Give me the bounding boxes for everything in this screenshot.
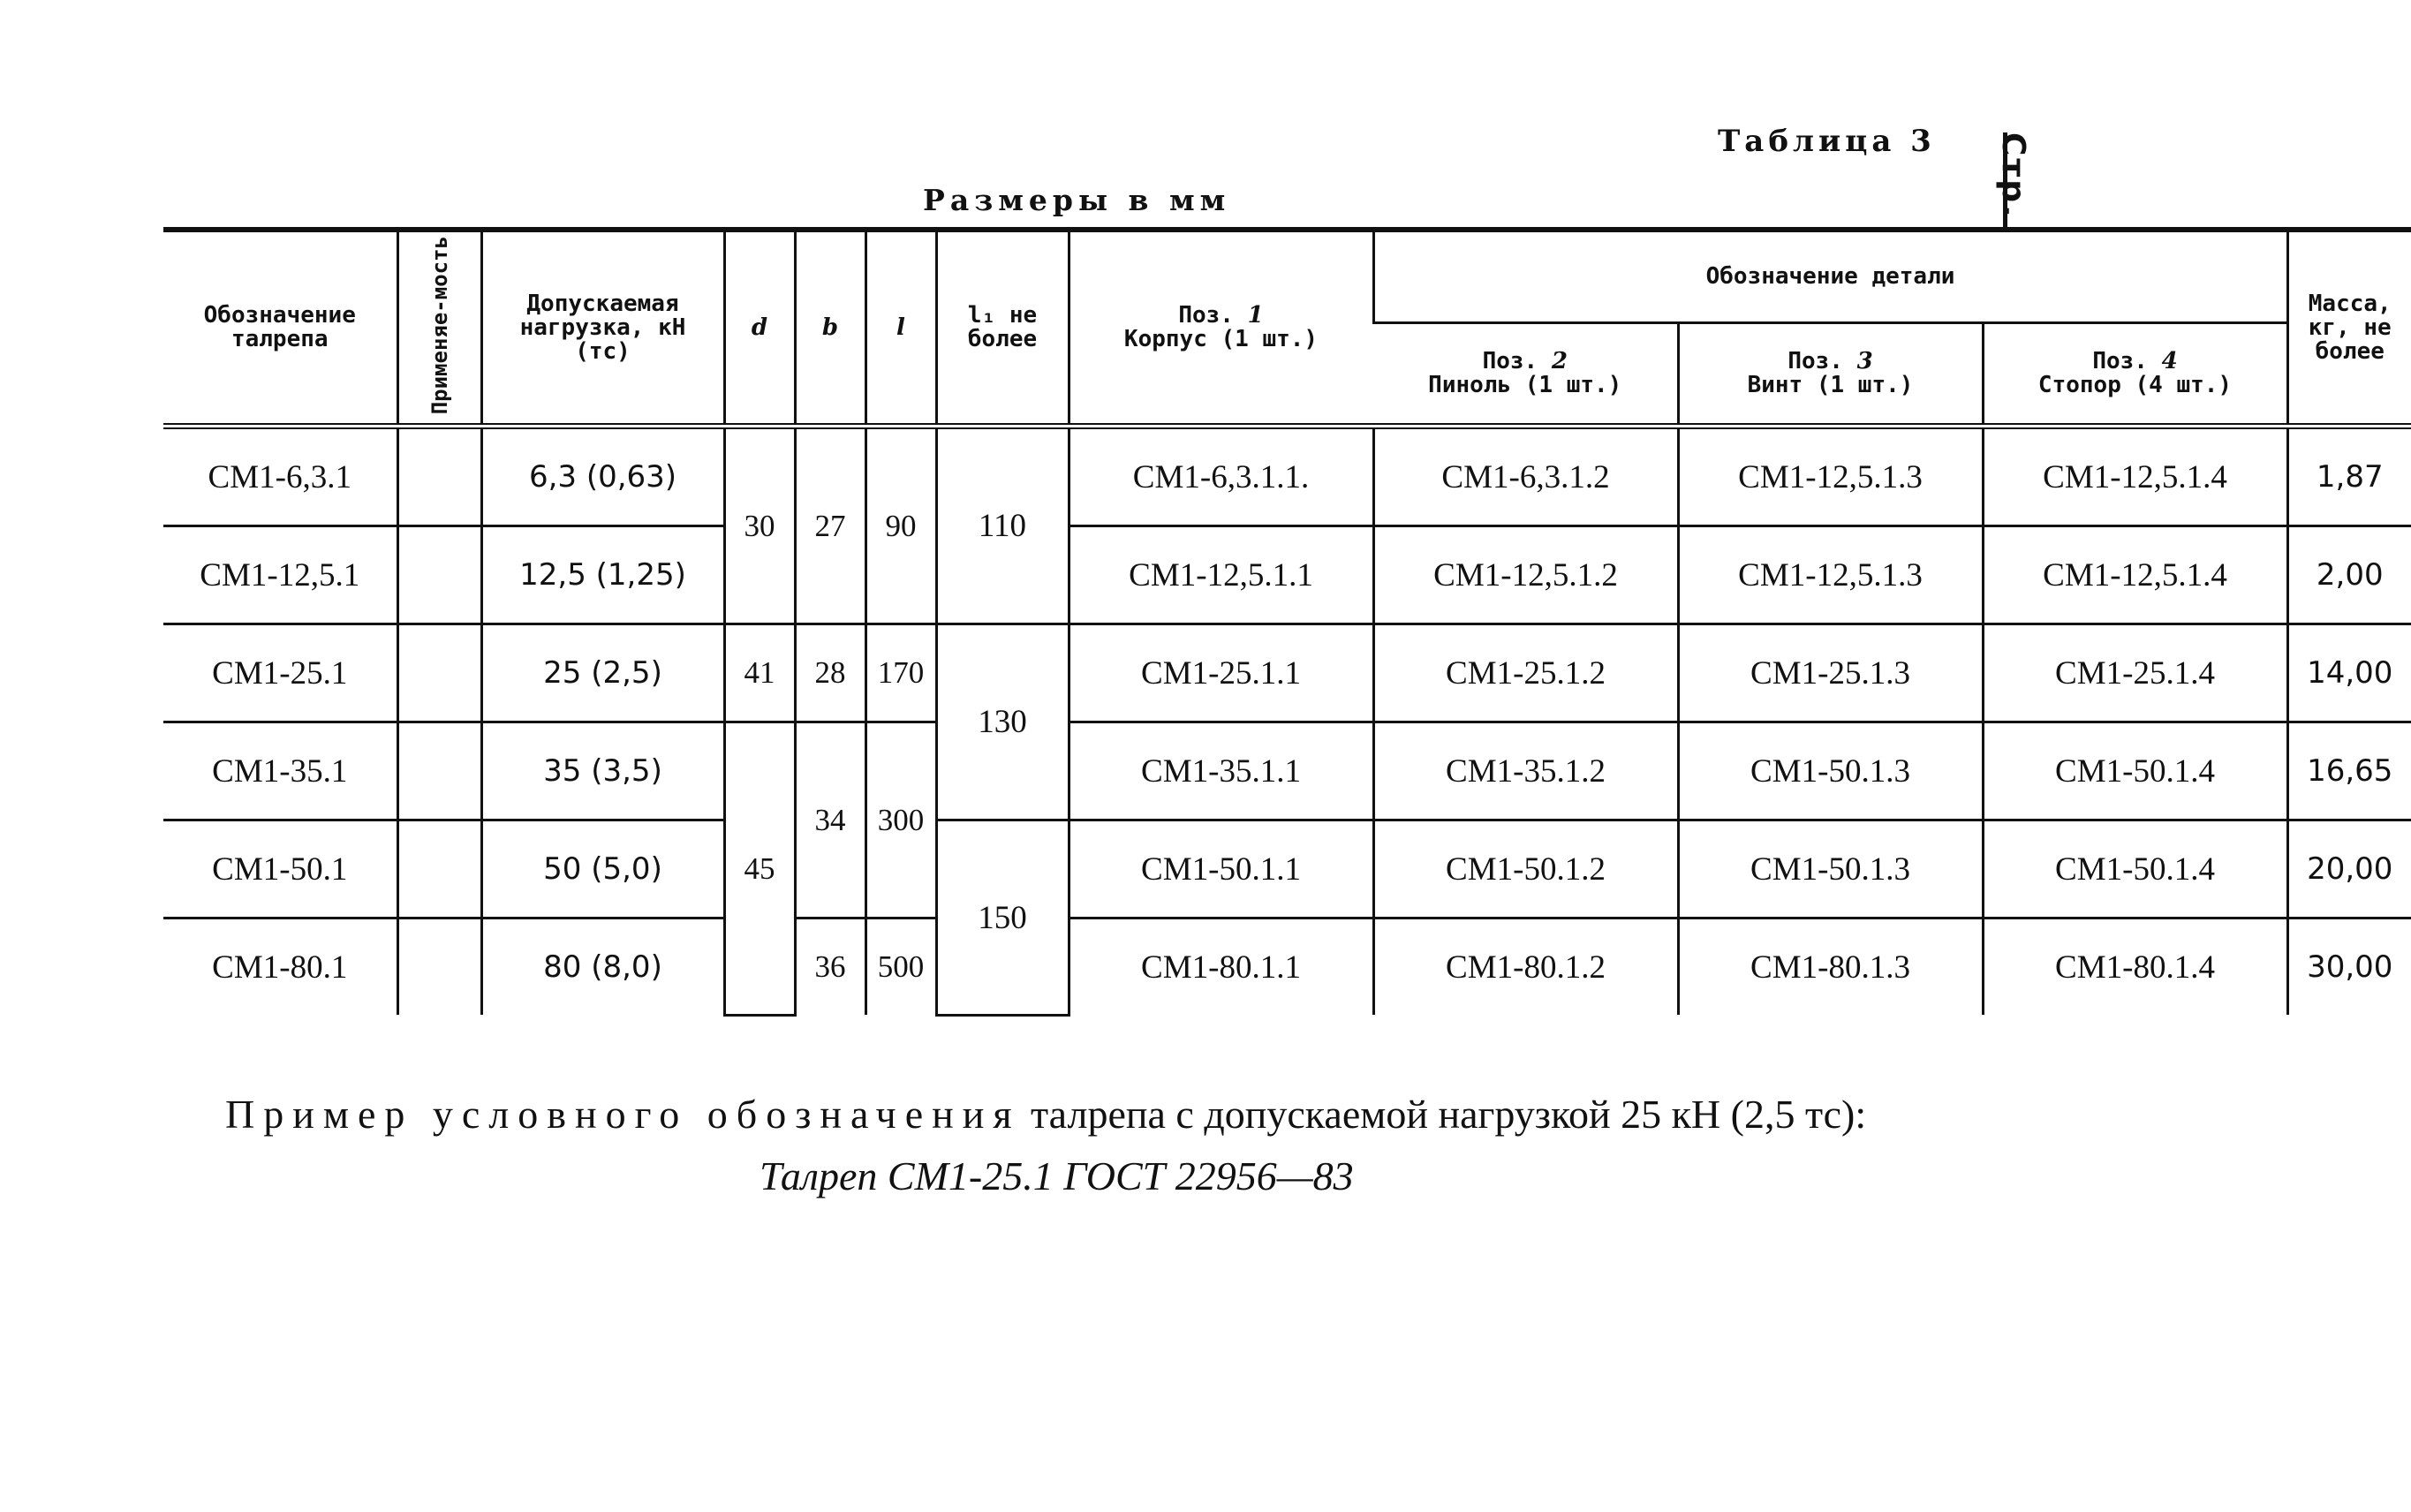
example-lead: Пример условного обозначения	[225, 1092, 1021, 1137]
header-pos3-num: 3	[1856, 348, 1873, 375]
cell-applicability	[397, 919, 481, 1016]
cell-l: 500	[865, 919, 936, 1016]
header-pos3-prefix: Поз.	[1787, 348, 1843, 375]
table-row	[163, 919, 2411, 1016]
header-pos2-name: Пиноль (1 шт.)	[1428, 372, 1622, 399]
cell-pos1: СМ1-50.1.1	[1069, 820, 1373, 919]
cell-applicability	[397, 722, 481, 820]
header-d	[724, 230, 795, 427]
cell-designation: СМ1-25.1	[163, 624, 397, 722]
header-pos2	[1373, 323, 1678, 427]
cell-b: 28	[795, 624, 865, 722]
header-b	[795, 230, 865, 427]
cell-l: 90	[865, 427, 936, 624]
cell-mass: 2,00	[2287, 526, 2411, 624]
header-pos1-prefix: Поз.	[1178, 302, 1234, 329]
cell-load: 6,3 (0,63)	[481, 427, 724, 526]
table-body	[163, 427, 2411, 1016]
cell-applicability	[397, 526, 481, 624]
cell-pos3: СМ1-25.1.3	[1678, 624, 1983, 722]
cell-mass: 30,00	[2287, 919, 2411, 1016]
cell-l: 170	[865, 624, 936, 722]
cell-l1: 130	[936, 624, 1069, 820]
cell-mass: 20,00	[2287, 820, 2411, 919]
header-pos1-num: 1	[1247, 302, 1264, 329]
cell-d: 30	[724, 427, 795, 624]
cell-pos2: СМ1-12,5.1.2	[1373, 526, 1678, 624]
header-applicability-text: Применяе-мость	[427, 236, 452, 415]
cell-pos2: СМ1-25.1.2	[1373, 624, 1678, 722]
dimensions-table-wrapper	[163, 227, 2393, 1017]
header-l-text: l	[896, 314, 905, 341]
cell-pos1: СМ1-12,5.1.1	[1069, 526, 1373, 624]
cell-applicability	[397, 427, 481, 526]
cell-applicability	[397, 820, 481, 919]
header-pos4	[1983, 323, 2287, 427]
cell-pos4: СМ1-12,5.1.4	[1983, 427, 2287, 526]
cell-pos1: СМ1-6,3.1.1.	[1069, 427, 1373, 526]
cell-load: 50 (5,0)	[481, 820, 724, 919]
cell-d: 41	[724, 624, 795, 722]
cell-pos3: СМ1-12,5.1.3	[1678, 526, 1983, 624]
cell-applicability	[397, 624, 481, 722]
cell-pos4: СМ1-25.1.4	[1983, 624, 2287, 722]
header-pos4-prefix: Поз.	[2092, 348, 2148, 375]
cell-d: 45	[724, 722, 795, 1016]
cell-mass: 14,00	[2287, 624, 2411, 722]
cell-pos4: СМ1-12,5.1.4	[1983, 526, 2287, 624]
dimensions-table	[163, 227, 2411, 1017]
cell-load: 35 (3,5)	[481, 722, 724, 820]
header-mass: Масса, кг, не более	[2287, 230, 2411, 427]
header-load: Допускаемая нагрузка, кН (тс)	[481, 230, 724, 427]
cell-designation: СМ1-6,3.1	[163, 427, 397, 526]
cell-pos2: СМ1-6,3.1.2	[1373, 427, 1678, 526]
header-pos4-name: Стопор (4 шт.)	[2037, 372, 2233, 399]
header-b-text: b	[821, 314, 839, 341]
table-number: Таблица 3	[1718, 124, 1936, 159]
cell-pos3: СМ1-50.1.3	[1678, 722, 1983, 820]
cell-pos3: СМ1-12,5.1.3	[1678, 427, 1983, 526]
cell-mass: 16,65	[2287, 722, 2411, 820]
cell-designation: СМ1-80.1	[163, 919, 397, 1016]
example-rest: талрепа с допускаемой нагрузкой 25 кН (2,5 тс):	[1031, 1092, 1867, 1137]
header-pos3	[1678, 323, 1983, 427]
table-row	[163, 526, 2411, 624]
cell-designation: СМ1-12,5.1	[163, 526, 397, 624]
header-pos1-name: Корпус (1 шт.)	[1123, 326, 1319, 353]
cell-l1: 150	[936, 820, 1069, 1016]
cell-pos1: СМ1-25.1.1	[1069, 624, 1373, 722]
cell-mass: 1,87	[2287, 427, 2411, 526]
header-d-text: d	[751, 314, 768, 341]
cell-pos2: СМ1-50.1.2	[1373, 820, 1678, 919]
header-pos1	[1069, 230, 1373, 427]
table-row	[163, 427, 2411, 526]
table-row	[163, 820, 2411, 919]
table-row	[163, 624, 2411, 722]
cell-load: 12,5 (1,25)	[481, 526, 724, 624]
cell-pos3: СМ1-80.1.3	[1678, 919, 1983, 1016]
cell-l1: 110	[936, 427, 1069, 624]
cell-pos1: СМ1-35.1.1	[1069, 722, 1373, 820]
cell-b: 34	[795, 722, 865, 919]
cell-pos4: СМ1-80.1.4	[1983, 919, 2287, 1016]
header-pos2-prefix: Поз.	[1482, 348, 1538, 375]
cell-pos3: СМ1-50.1.3	[1678, 820, 1983, 919]
header-applicability	[397, 230, 481, 427]
cell-load: 80 (8,0)	[481, 919, 724, 1016]
cell-designation: СМ1-35.1	[163, 722, 397, 820]
header-pos3-name: Винт (1 шт.)	[1747, 372, 1914, 399]
header-l	[865, 230, 936, 427]
header-l1: l₁ не более	[936, 230, 1069, 427]
header-pos2-num: 2	[1551, 348, 1568, 375]
cell-b: 27	[795, 427, 865, 624]
header-pos4-num: 4	[2161, 348, 2178, 375]
cell-l: 300	[865, 722, 936, 919]
cell-pos4: СМ1-50.1.4	[1983, 722, 2287, 820]
table-head	[163, 230, 2411, 427]
cell-designation: СМ1-50.1	[163, 820, 397, 919]
cell-b: 36	[795, 919, 865, 1016]
table-row	[163, 722, 2411, 820]
example-line	[225, 1091, 1956, 1138]
cell-pos2: СМ1-80.1.2	[1373, 919, 1678, 1016]
cell-load: 25 (2,5)	[481, 624, 724, 722]
header-designation: Обозначение талрепа	[163, 230, 397, 427]
units-caption: Размеры в мм	[923, 183, 1231, 217]
header-part-group: Обозначение детали	[1373, 230, 2287, 323]
cell-pos4: СМ1-50.1.4	[1983, 820, 2287, 919]
example-designation: Талреп СМ1-25.1 ГОСТ 22956—83	[760, 1153, 1354, 1198]
cell-pos1: СМ1-80.1.1	[1069, 919, 1373, 1016]
cell-pos2: СМ1-35.1.2	[1373, 722, 1678, 820]
